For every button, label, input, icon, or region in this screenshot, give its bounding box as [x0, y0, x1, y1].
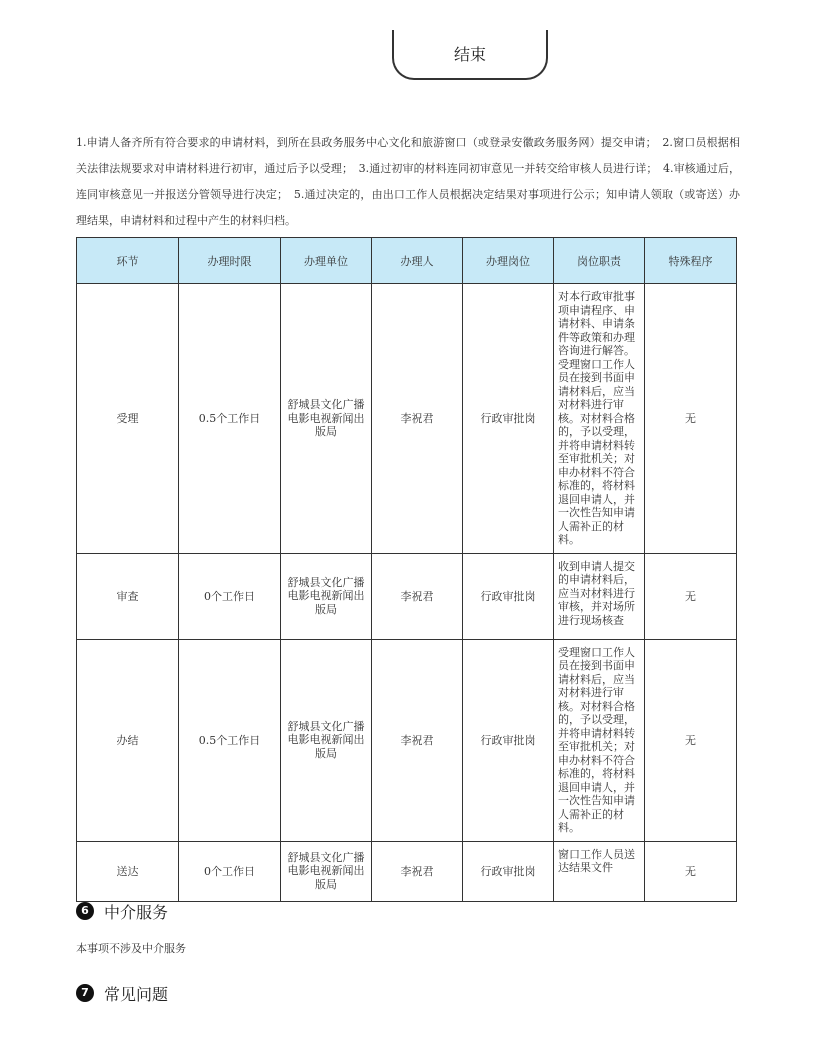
flow-end-box	[392, 30, 548, 80]
header-time-limit: 办理时限	[179, 238, 281, 284]
header-special: 特殊程序	[645, 238, 737, 284]
header-unit: 办理单位	[281, 238, 372, 284]
section-6-title: 中介服务	[104, 902, 169, 922]
table-row	[77, 639, 737, 841]
cell-handler: 李祝君	[372, 841, 463, 901]
cell-duty: 收到申请人提交的申请材料后，应当对材料进行审核，并对场所进行现场核查	[554, 553, 645, 639]
cell-time-limit: 0.5个工作日	[179, 639, 281, 841]
cell-special: 无	[645, 639, 737, 841]
cell-post: 行政审批岗	[463, 284, 554, 554]
cell-special: 无	[645, 284, 737, 554]
cell-unit: 舒城县文化广播电影电视新闻出版局	[281, 639, 372, 841]
process-table	[76, 237, 737, 902]
table-row	[77, 553, 737, 639]
header-stage: 环节	[77, 238, 179, 284]
header-post: 办理岗位	[463, 238, 554, 284]
flow-end-label: 结束	[453, 45, 486, 64]
cell-stage: 审查	[77, 553, 179, 639]
section-7-title: 常见问题	[104, 984, 169, 1004]
cell-post: 行政审批岗	[463, 639, 554, 841]
cell-duty: 窗口工作人员送达结果文件	[554, 841, 645, 901]
cell-unit: 舒城县文化广播电影电视新闻出版局	[281, 553, 372, 639]
cell-time-limit: 0.5个工作日	[179, 284, 281, 554]
table-header-row	[77, 238, 737, 284]
cell-handler: 李祝君	[372, 639, 463, 841]
header-duty: 岗位职责	[554, 238, 645, 284]
cell-post: 行政审批岗	[463, 841, 554, 901]
cell-stage: 受理	[77, 284, 179, 554]
process-description: 1.申请人备齐所有符合要求的申请材料，到所在县政务服务中心文化和旅游窗口（或登录安徽政务服务网）提交申请； 2.窗口员根据相关法律法规要求对申请材料进行初审，通过后予以受理； 3.通过初审的材料连同初审意见一并转交给审核人员进行详； 4.审核通过后，连同审核意见一并报送分管领导进行决定； 5.通过决定的，由出口工作人员根据决定结果对事项进行公示；知申请人领取（或寄送）办理结果，申请材料和过程中产生的材料归档。	[76, 136, 740, 227]
cell-special: 无	[645, 553, 737, 639]
cell-duty: 受理窗口工作人员在接到书面申请材料后，应当对材料进行审核。对材料合格的，予以受理，并将申请材料转至审批机关；对申办材料不符合标准的，将材料退回申请人，并一次性告知申请人需补正的材料。	[554, 639, 645, 841]
cell-unit: 舒城县文化广播电影电视新闻出版局	[281, 284, 372, 554]
header-handler: 办理人	[372, 238, 463, 284]
section-6-number: 6	[76, 902, 94, 920]
cell-special: 无	[645, 841, 737, 901]
cell-handler: 李祝君	[372, 284, 463, 554]
table-row	[77, 284, 737, 554]
cell-time-limit: 0个工作日	[179, 553, 281, 639]
cell-post: 行政审批岗	[463, 553, 554, 639]
cell-stage: 送达	[77, 841, 179, 901]
section-6-body: 本事项不涉及中介服务	[76, 942, 186, 955]
cell-duty: 对本行政审批事项申请程序、申请材料、申请条件等政策和办理咨询进行解答。受理窗口工作人员在接到书面申请材料后，应当对材料进行审核。对材料合格的，予以受理，并将申请材料转至审批机关；对申办材料不符合标准的，将材料退回申请人，并一次性告知申请人需补正的材料。	[554, 284, 645, 554]
table-row	[77, 841, 737, 901]
section-7-number: 7	[76, 984, 94, 1002]
cell-stage: 办结	[77, 639, 179, 841]
cell-time-limit: 0个工作日	[179, 841, 281, 901]
cell-unit: 舒城县文化广播电影电视新闻出版局	[281, 841, 372, 901]
section-7-heading	[76, 982, 168, 1004]
cell-handler: 李祝君	[372, 553, 463, 639]
section-6-heading	[76, 900, 168, 922]
